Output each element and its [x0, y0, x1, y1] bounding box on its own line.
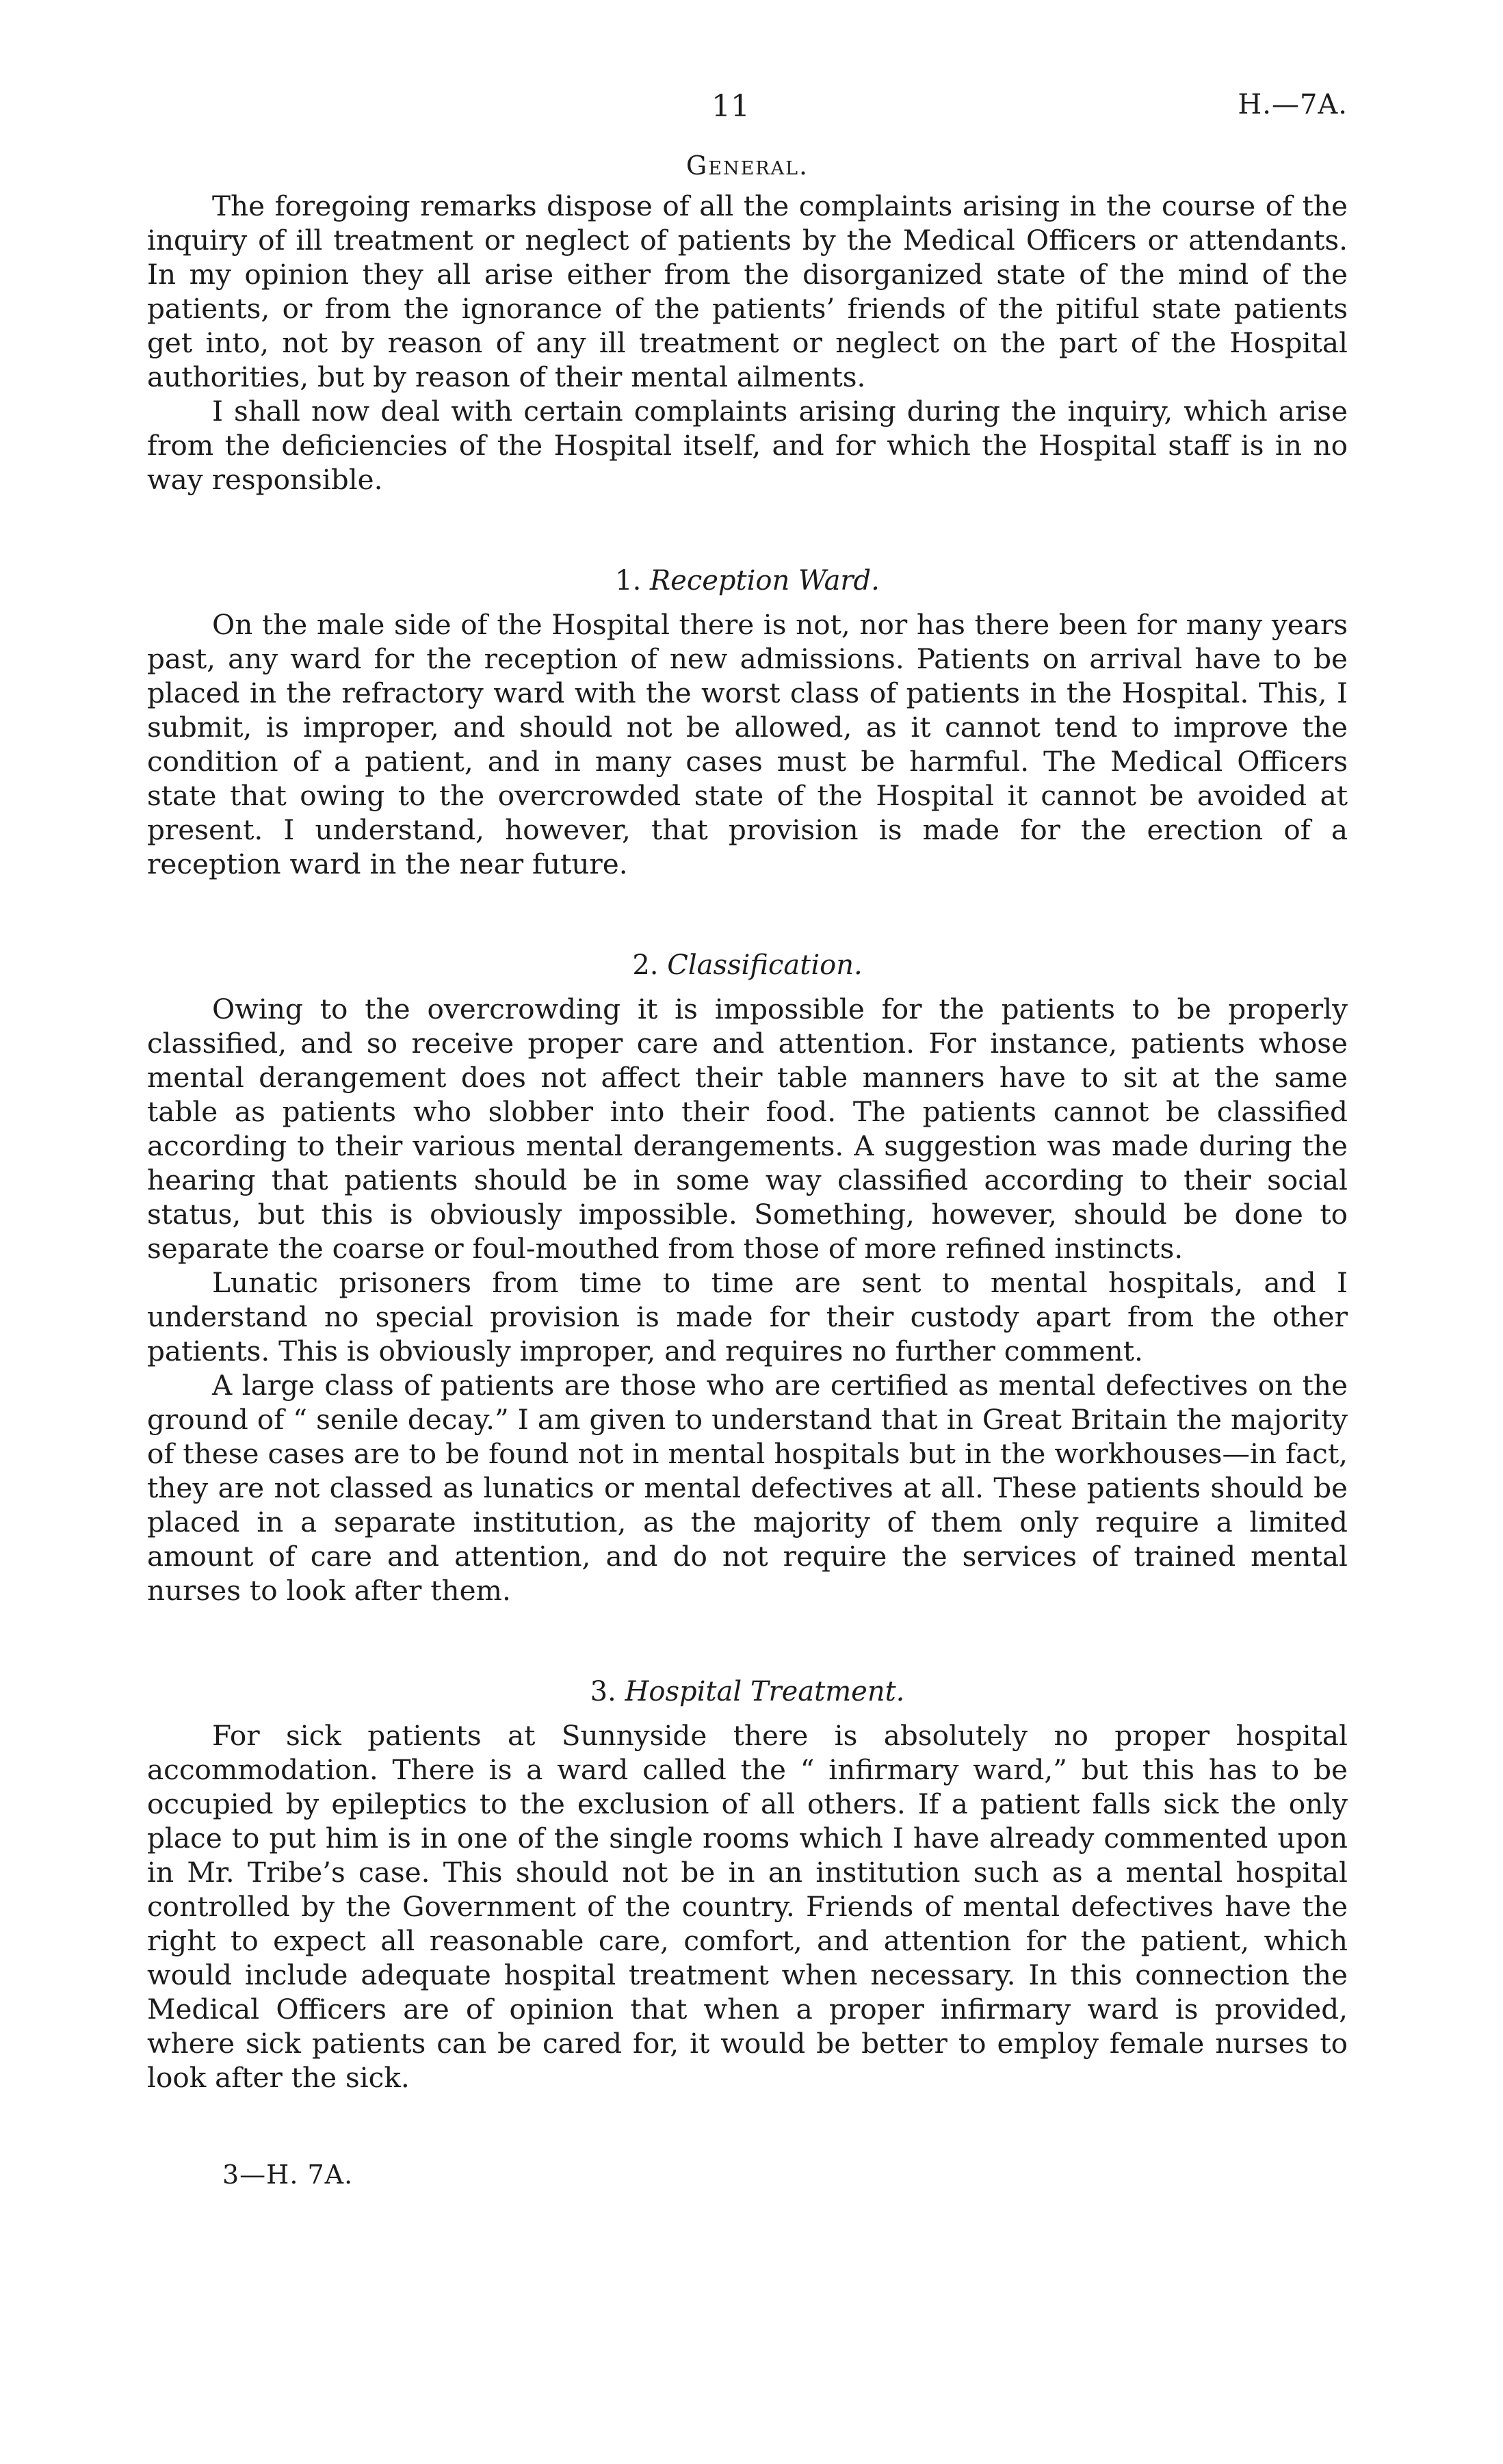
section-number: 1. [615, 565, 642, 597]
general-paragraph-2: I shall now deal with certain complaints arising during the inquiry, which arise from the deficiencies of the Hospital itself, and for which the Hospital staff is in no way responsible. [147, 395, 1348, 496]
page-header [147, 89, 1348, 137]
document-page [147, 89, 1348, 2190]
general-paragraph-1: The foregoing remarks dispose of all the complaints arising in the course of the inquiry of ill treatment or neglect of patients by the Medical Officers or attendants. In my opinion they all arise either from the disorganized state of the mind of the patients, or from the ignorance of the patients’ friends of the pitiful state patients get into, not by reason of any ill treatment or neglect on the part of the Hospital authorities, but by reason of their mental ailments. [147, 189, 1348, 393]
page-number: 11 [711, 89, 750, 124]
classification-paragraph-3: A large class of patients are those who are certified as mental defectives on the ground of “ senile decay.” I am given to understand that in Great Britain the majority of these cases are to be found not in mental hospitals but in the workhouses—in fact, they are not classed as lunatics or mental defectives at all. These patients should be placed in a separate institution, as the majority of them only require a limited amount of care and attention, and do not require the services of trained mental nurses to look after them. [147, 1369, 1348, 1607]
reception-ward-paragraph-1: On the male side of the Hospital there is not, nor has there been for many years past, any ward for the reception of new admissions. Patients on arrival have to be placed in the refractory ward with the worst class of patients in the Hospital. This, I submit, is improper, and should not be allowed, as it cannot tend to improve the condition of a patient, and in many cases must be harmful. The Medical Officers state that owing to the overcrowded state of the Hospital it cannot be avoided at present. I understand, however, that provision is made for the erection of a reception ward in the near future. [147, 608, 1348, 880]
section-title: Hospital Treatment. [625, 1676, 905, 1707]
hospital-treatment-paragraph-1: For sick patients at Sunnyside there is absolutely no proper hospital accommodation. There is a ward called the “ infirmary ward,” but this has to be occupied by epileptics to the exclusion of all others. If a patient falls sick the only place to put him is in one of the single rooms which I have already commented upon in Mr. Tribe’s case. This should not be in an institution such as a mental hospital controlled by the Government of the country. Friends of mental defectives have the right to expect all reasonable care, comfort, and attention for the patient, which would include adequate hospital treatment when necessary. In this connection the Medical Officers are of opinion that when a proper infirmary ward is provided, where sick patients can be cared for, it would be better to employ female nurses to look after the sick. [147, 1719, 1348, 2094]
section-number: 3. [590, 1676, 616, 1707]
section-title: Classification. [667, 949, 863, 981]
section-heading-classification [147, 949, 1348, 981]
document-reference: H.—7A. [1238, 89, 1348, 120]
section-heading-reception-ward [147, 565, 1348, 597]
general-heading: General. [685, 150, 809, 181]
section-number: 2. [632, 949, 659, 981]
signature-reference: 3—H. 7A. [222, 2160, 354, 2190]
classification-paragraph-2: Lunatic prisoners from time to time are sent to mental hospitals, and I understand no special provision is made for their custody apart from the other patients. This is obviously improper, and requires no further comment. [147, 1266, 1348, 1367]
classification-paragraph-1: Owing to the overcrowding it is impossible for the patients to be properly classified, and so receive proper care and attention. For instance, patients whose mental derangement does not affect their table manners have to sit at the same table as patients who slobber into their food. The patients cannot be classified according to their various mental derangements. A suggestion was made during the hearing that patients should be in some way classified according to their social status, but this is obviously impossible. Something, however, should be done to separate the coarse or foul-mouthed from those of more refined instincts. [147, 993, 1348, 1265]
section-title: Reception Ward. [650, 565, 880, 597]
section-heading-hospital-treatment [147, 1676, 1348, 1707]
